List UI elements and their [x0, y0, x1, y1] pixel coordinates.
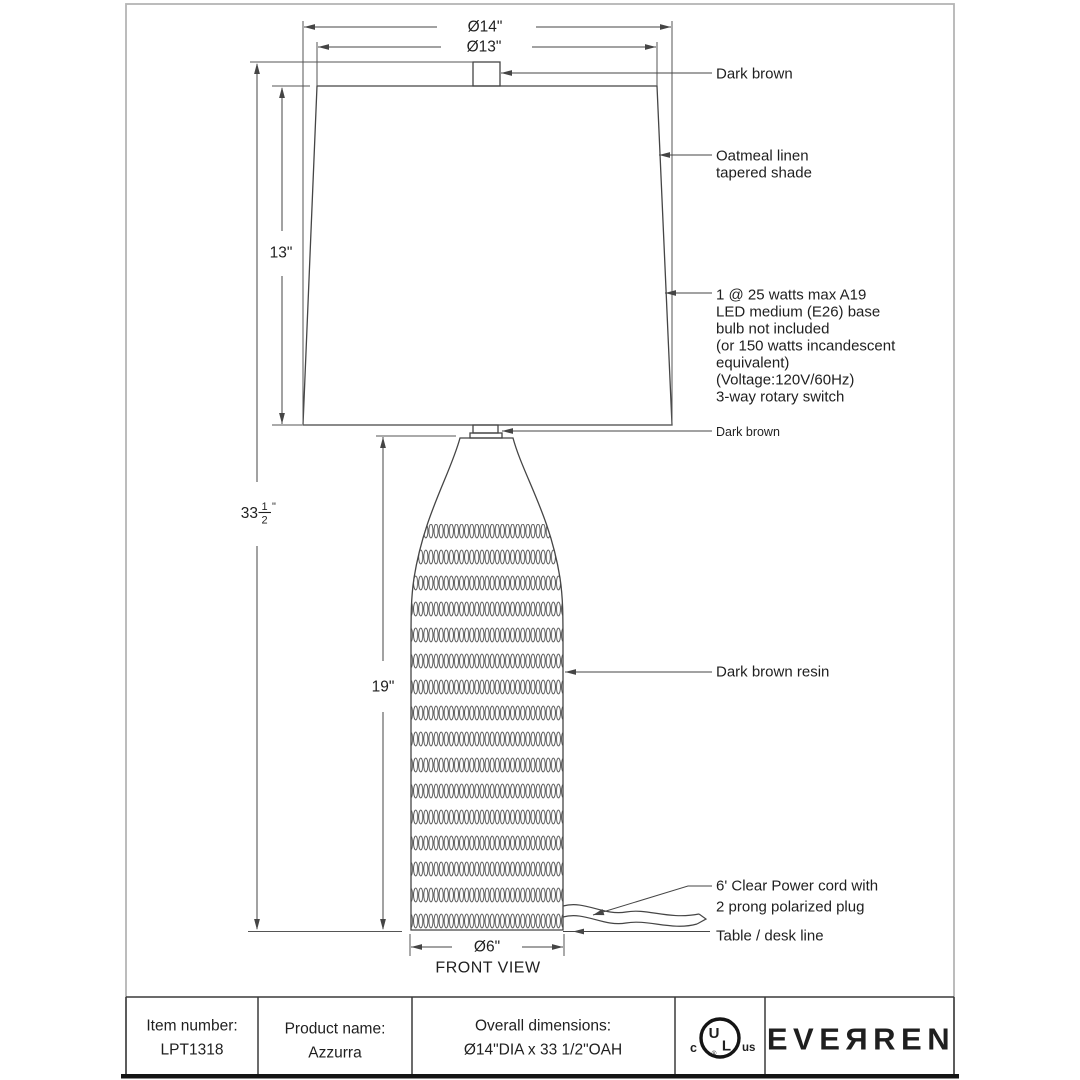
overall-dimensions-label: Overall dimensions: [474, 1017, 612, 1035]
item-number-value: LPT1318 [160, 1041, 224, 1059]
label-neck-finish: Dark brown [716, 425, 780, 439]
footer-bottom-bar [121, 1074, 959, 1079]
label-shade-line1: Oatmeal linen [716, 147, 809, 165]
label-table-desk-line: Table / desk line [716, 927, 824, 945]
label-finial-finish: Dark brown [716, 65, 793, 83]
dim-base-diameter: Ø6" [473, 938, 501, 956]
label-bulb-line4: (or 150 watts incandescent [716, 337, 896, 355]
lamp-body-texture [408, 524, 566, 929]
dim-oah-numerator: 1 [261, 501, 268, 513]
label-bulb-line2: LED medium (E26) base [716, 303, 881, 321]
label-bulb-line3: bulb not included [716, 320, 830, 338]
label-body-material: Dark brown resin [716, 663, 830, 681]
view-title: FRONT VIEW [435, 959, 541, 977]
product-name-label: Product name: [284, 1020, 386, 1038]
item-number-label: Item number: [146, 1017, 238, 1035]
ul-letter-l: L [721, 1037, 732, 1055]
dim-shade-height: 13" [269, 244, 293, 262]
ul-letters-us: us [742, 1042, 756, 1054]
brand-logo: EVEЯREN [766, 1021, 956, 1057]
dim-oah-denominator: 2 [261, 514, 268, 527]
dim-oah-whole: 33 [240, 505, 258, 522]
overall-dimensions-value: Ø14"DIA x 33 1/2"OAH [463, 1041, 623, 1059]
dim-shade-top-diameter: Ø13" [466, 38, 502, 56]
dim-oah-inch-mark: " [272, 501, 276, 513]
ul-letter-c: c [690, 1041, 697, 1055]
label-shade-line2: tapered shade [716, 164, 812, 182]
label-bulb-line7: 3-way rotary switch [716, 388, 845, 406]
ul-letter-u: U [708, 1025, 720, 1042]
product-name-value: Azzurra [308, 1044, 362, 1062]
dim-shade-bottom-diameter: Ø14" [467, 18, 503, 36]
label-bulb-line1: 1 @ 25 watts max A19 [716, 286, 867, 304]
ul-registered-mark: ® [711, 1050, 717, 1058]
dim-body-height: 19" [371, 678, 395, 696]
label-bulb-line6: (Voltage:120V/60Hz) [716, 371, 855, 389]
label-cord-line1: 6' Clear Power cord with [716, 877, 879, 895]
label-bulb-line5: equivalent) [716, 354, 790, 372]
label-cord-line2: 2 prong polarized plug [716, 898, 865, 916]
